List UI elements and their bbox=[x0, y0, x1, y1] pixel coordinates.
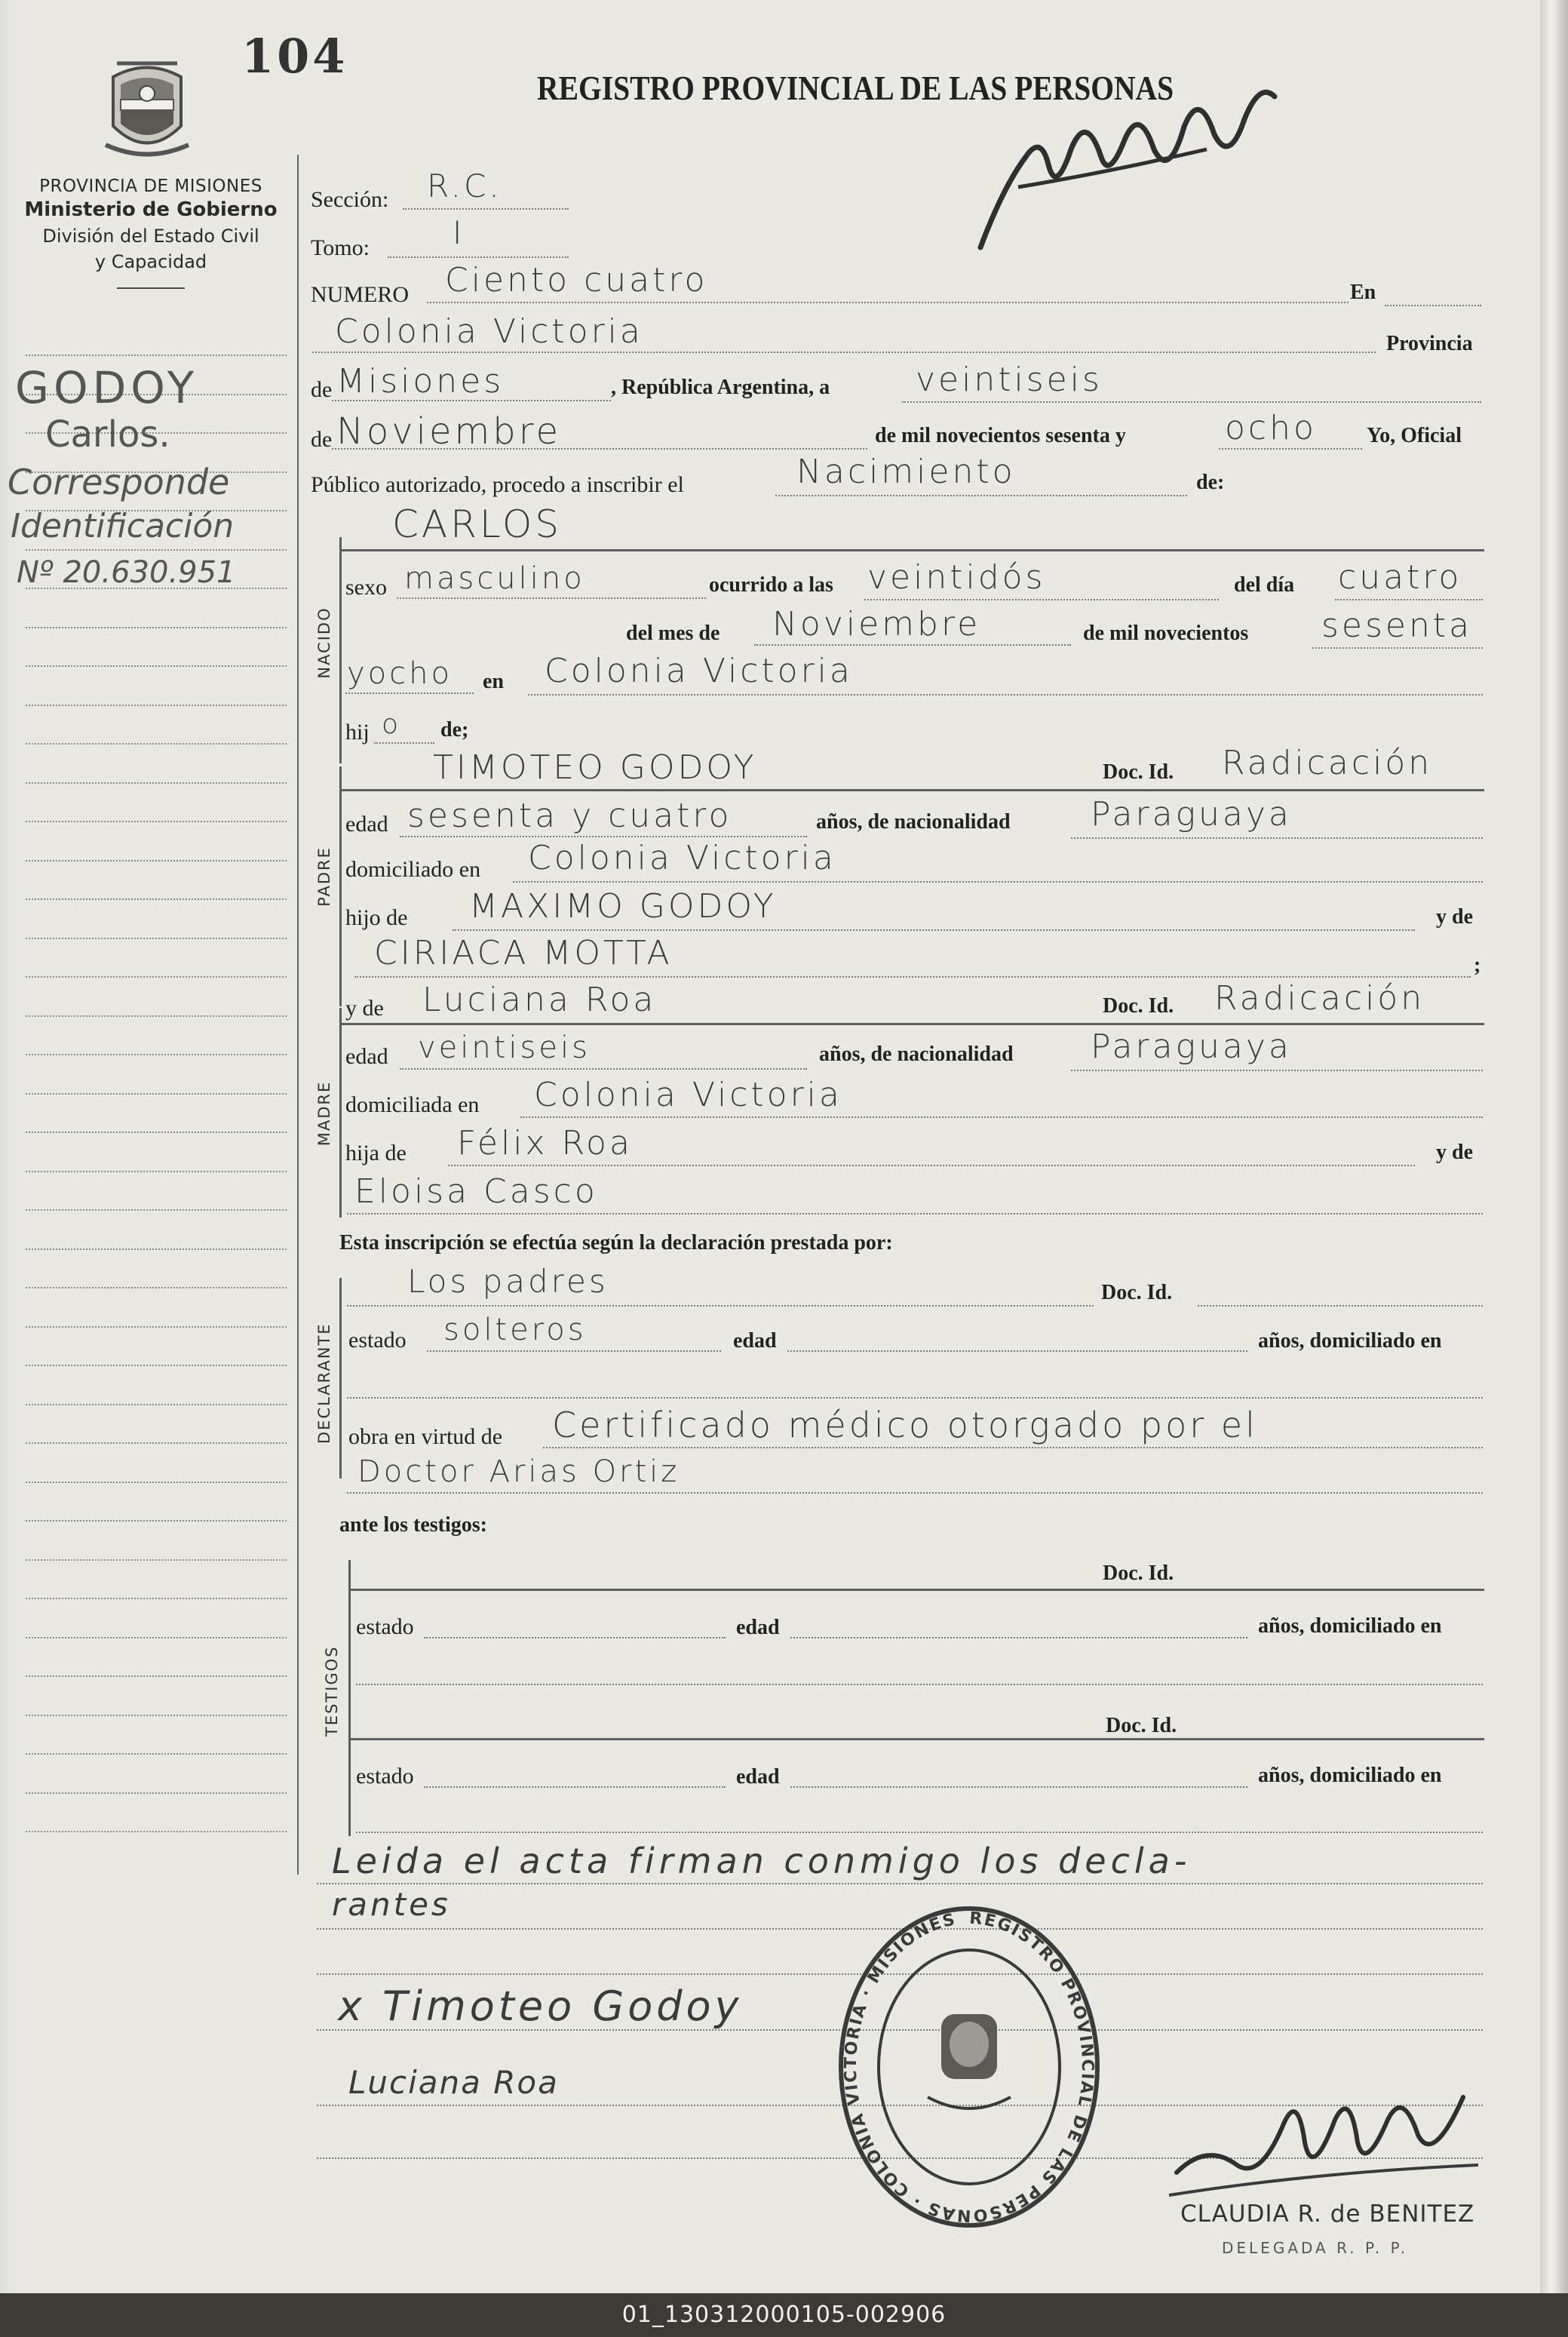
authority-province: PROVINCIA DE MISIONES bbox=[39, 177, 262, 196]
signature-father: x Timoteo Godoy bbox=[338, 1982, 743, 2030]
value-hij-suffix: o bbox=[382, 709, 402, 740]
value-madre-padre: Félix Roa bbox=[457, 1124, 633, 1162]
value-lugar: Colonia Victoria bbox=[335, 312, 643, 351]
value-padre-edad: sesenta y cuatro bbox=[407, 797, 732, 835]
line-anio bbox=[1219, 448, 1362, 450]
label-declarante-estado: estado bbox=[348, 1328, 407, 1353]
label-de-mil: de mil novecientos sesenta y bbox=[875, 424, 1126, 447]
label-testigo1-edad: edad bbox=[736, 1616, 780, 1639]
line-anio-nac-1 bbox=[1312, 647, 1483, 649]
issuing-authority bbox=[8, 177, 294, 289]
value-anio-nac-2: yocho bbox=[347, 656, 453, 691]
value-declarante: Los padres bbox=[407, 1263, 609, 1300]
madre-name-line bbox=[339, 1023, 1484, 1025]
authority-ministry: Ministerio de Gobierno bbox=[24, 198, 278, 221]
line-testigo1-dom bbox=[356, 1684, 1483, 1685]
label-declarante-edad: edad bbox=[733, 1329, 777, 1353]
margin-ruled-line bbox=[26, 705, 287, 706]
section-padre: PADRE bbox=[315, 846, 333, 907]
official-stamp-icon bbox=[830, 1901, 1109, 2233]
value-madre-nombre: Luciana Roa bbox=[422, 981, 657, 1019]
line-mes-nac bbox=[754, 644, 1071, 646]
label-y-de-madre: y de bbox=[345, 996, 384, 1021]
label-obra: obra en virtud de bbox=[348, 1424, 503, 1449]
margin-identificacion: Identificación bbox=[11, 507, 235, 545]
label-testigo1-estado: estado bbox=[356, 1614, 414, 1639]
value-madre-domicilio: Colonia Victoria bbox=[534, 1076, 842, 1114]
value-seccion: R.C. bbox=[427, 167, 502, 204]
nacido-top-line bbox=[339, 549, 1484, 551]
declarante-bracket bbox=[339, 1278, 342, 1479]
line-madre-dom bbox=[520, 1116, 1483, 1118]
value-nombre: CARLOS bbox=[392, 502, 563, 546]
label-padre-edad: edad bbox=[345, 812, 388, 837]
margin-divider bbox=[297, 155, 299, 1875]
value-dia-nac: cuatro bbox=[1338, 558, 1462, 597]
provincial-crest-icon bbox=[98, 54, 196, 167]
label-testigo2-anos: años, domiciliado en bbox=[1258, 1764, 1442, 1787]
label-declarante-doc: Doc. Id. bbox=[1101, 1281, 1173, 1304]
margin-ruled-line bbox=[26, 665, 287, 667]
line-en bbox=[1385, 305, 1481, 306]
authority-division: División del Estado Civil bbox=[42, 226, 259, 247]
value-declarante-estado: solteros bbox=[443, 1313, 587, 1347]
label-hij: hij bbox=[345, 720, 370, 745]
margin-ruled-line bbox=[26, 1637, 287, 1638]
line-seccion bbox=[403, 208, 569, 210]
margin-ruled-line bbox=[26, 1715, 287, 1716]
line-testigo1-edad bbox=[790, 1637, 1247, 1638]
label-madre-edad: edad bbox=[345, 1044, 388, 1069]
value-obra-2: Doctor Arias Ortiz bbox=[357, 1454, 680, 1489]
value-lugar-nac: Colonia Victoria bbox=[545, 652, 853, 690]
line-declarante-doc bbox=[1198, 1305, 1483, 1307]
line-lugar-nac bbox=[528, 694, 1483, 696]
authority-divider bbox=[117, 287, 185, 289]
padre-bracket bbox=[339, 766, 342, 1006]
margin-ruled-line bbox=[26, 1831, 287, 1832]
value-dia: veintiseis bbox=[916, 361, 1103, 399]
margin-ruled-line bbox=[26, 1209, 287, 1211]
margin-surname: GODOY bbox=[15, 362, 199, 413]
madre-bracket bbox=[339, 1008, 342, 1218]
line-madre-edad bbox=[400, 1068, 807, 1070]
section-declarante: DECLARANTE bbox=[315, 1322, 333, 1444]
line-closing-1 bbox=[317, 1883, 1483, 1884]
line-madre-madre bbox=[347, 1213, 1483, 1215]
label-padre-hijo-de: hijo de bbox=[345, 905, 408, 930]
label-madre-nac: años, de nacionalidad bbox=[819, 1043, 1014, 1066]
line-testigo1-estado bbox=[424, 1637, 726, 1638]
label-provincia: Provincia bbox=[1386, 332, 1473, 355]
margin-ruled-line bbox=[26, 355, 287, 356]
margin-ruled-line bbox=[26, 976, 287, 978]
label-de-semi: de; bbox=[440, 718, 469, 742]
margin-ruled-line bbox=[26, 860, 287, 861]
testigos-bracket bbox=[348, 1560, 351, 1836]
line-testigo2-dom bbox=[356, 1832, 1483, 1833]
line-numero bbox=[427, 302, 1349, 303]
label-en-nac: en bbox=[483, 670, 504, 693]
value-provincia: Misiones bbox=[336, 362, 505, 401]
margin-ruled-line bbox=[26, 743, 287, 745]
label-yo-oficial: Yo, Oficial bbox=[1367, 424, 1462, 447]
margin-ruled-line bbox=[26, 782, 287, 784]
line-sexo bbox=[397, 597, 706, 599]
testigo2-name-line bbox=[348, 1738, 1484, 1740]
margin-ruled-line bbox=[26, 1404, 287, 1405]
label-madre-y-de: y de bbox=[1436, 1141, 1473, 1164]
margin-ruled-line bbox=[26, 627, 287, 628]
label-semicolon: ; bbox=[1474, 954, 1481, 977]
label-ocurrido: ocurrido a las bbox=[709, 573, 833, 597]
line-provincia bbox=[332, 400, 611, 401]
label-madre-dom: domiciliada en bbox=[345, 1092, 480, 1117]
closing-line-2: rantes bbox=[332, 1886, 451, 1923]
margin-ruled-line bbox=[26, 1442, 287, 1444]
margin-corresponde: Corresponde bbox=[8, 462, 230, 502]
value-padre-nombre: TIMOTEO GODOY bbox=[433, 748, 757, 787]
stamp-ring-text: REGISTRO PROVINCIAL DE LAS PERSONAS · COLONIA VICTORIA · MISIONES bbox=[841, 1909, 1097, 2225]
delegate-name: CLAUDIA R. de BENITEZ bbox=[1180, 2200, 1475, 2228]
line-testigo2-estado bbox=[424, 1786, 726, 1788]
value-acto: Nacimiento bbox=[796, 453, 1016, 491]
value-madre-madre: Eloisa Casco bbox=[354, 1172, 598, 1211]
page-edge bbox=[1540, 0, 1568, 2293]
label-madre-doc: Doc. Id. bbox=[1103, 994, 1174, 1018]
margin-ruled-line bbox=[26, 1559, 287, 1561]
line-padre-padre bbox=[453, 929, 1415, 931]
label-de-2: de bbox=[311, 427, 333, 452]
line-anio-nac-2 bbox=[345, 693, 474, 694]
margin-ruled-line bbox=[26, 1326, 287, 1328]
label-padre-y-de: y de bbox=[1436, 905, 1473, 929]
value-madre-edad: veintiseis bbox=[418, 1030, 591, 1065]
margin-ruled-line bbox=[26, 1248, 287, 1250]
value-madre-nacionalidad: Paraguaya bbox=[1091, 1027, 1292, 1066]
section-testigos: TESTIGOS bbox=[323, 1645, 341, 1737]
folio-number: 104 bbox=[241, 29, 348, 84]
label-publico: Público autorizado, procedo a inscribir el bbox=[311, 472, 684, 497]
testigo1-name-line bbox=[348, 1589, 1484, 1591]
value-padre-nacionalidad: Paraguaya bbox=[1091, 795, 1292, 834]
label-madre-hija-de: hija de bbox=[345, 1141, 407, 1165]
line-tomo bbox=[388, 256, 569, 258]
page-title: REGISTRO PROVINCIAL DE LAS PERSONAS bbox=[537, 69, 1174, 107]
line-acto bbox=[775, 495, 1187, 496]
line-dia bbox=[902, 401, 1481, 403]
line-lugar bbox=[312, 352, 1376, 353]
label-del-dia: del día bbox=[1234, 573, 1295, 597]
signature-mother: Luciana Roa bbox=[348, 2064, 559, 2101]
line-padre-edad bbox=[400, 836, 807, 837]
value-numero: Ciento cuatro bbox=[445, 261, 708, 299]
margin-ruled-line bbox=[26, 1132, 287, 1133]
value-anio-nac-1: sesenta bbox=[1321, 607, 1473, 645]
margin-ruled-line bbox=[26, 1171, 287, 1172]
line-madre-padre bbox=[448, 1165, 1415, 1166]
label-del-mes: del mes de bbox=[626, 622, 720, 645]
value-mes: Noviembre bbox=[336, 410, 561, 453]
margin-ruled-line bbox=[26, 898, 287, 900]
line-testigo2-edad bbox=[790, 1786, 1247, 1788]
line-hij bbox=[374, 742, 434, 744]
label-declarante-anos: años, domiciliado en bbox=[1258, 1329, 1442, 1353]
label-de-mil-nov: de mil novecientos bbox=[1083, 622, 1249, 645]
line-padre-madre bbox=[354, 976, 1471, 978]
line-declarante-dom bbox=[347, 1397, 1483, 1399]
margin-ruled-line bbox=[26, 938, 287, 939]
label-testigo2-estado: estado bbox=[356, 1764, 414, 1789]
line-dia-nac bbox=[1335, 599, 1483, 600]
label-padre-doc: Doc. Id. bbox=[1103, 760, 1174, 784]
label-testigos: ante los testigos: bbox=[339, 1513, 487, 1537]
value-hora: veintidós bbox=[867, 558, 1046, 597]
label-en: En bbox=[1350, 281, 1376, 304]
label-de-colon: de: bbox=[1196, 471, 1225, 494]
line-declarante-estado bbox=[427, 1350, 721, 1352]
margin-ruled-line bbox=[26, 1598, 287, 1599]
nacido-bracket bbox=[339, 537, 342, 763]
margin-given-name: Carlos. bbox=[45, 413, 170, 456]
margin-id-number: Nº 20.630.951 bbox=[17, 555, 236, 590]
label-seccion: Sección: bbox=[311, 187, 389, 212]
line-hora bbox=[864, 599, 1219, 600]
margin-ruled-line bbox=[26, 1482, 287, 1483]
margin-ruled-line bbox=[26, 1093, 287, 1095]
label-padre-dom: domiciliado en bbox=[345, 857, 481, 882]
margin-ruled-line bbox=[26, 821, 287, 822]
margin-ruled-line bbox=[26, 549, 287, 551]
label-padre-nac: años, de nacionalidad bbox=[816, 810, 1011, 834]
value-padre-padre: MAXIMO GODOY bbox=[469, 887, 777, 926]
line-padre-dom bbox=[513, 881, 1483, 883]
value-padre-doc: Radicación bbox=[1222, 744, 1433, 782]
label-testigo2-doc: Doc. Id. bbox=[1106, 1714, 1177, 1737]
margin-ruled-line bbox=[26, 1520, 287, 1522]
section-madre: MADRE bbox=[315, 1080, 333, 1147]
value-tomo: I bbox=[453, 214, 465, 251]
value-madre-doc: Radicación bbox=[1214, 979, 1425, 1018]
margin-ruled-line bbox=[26, 1675, 287, 1677]
authority-capacity: y Capacidad bbox=[94, 251, 207, 272]
value-anio: ocho bbox=[1225, 409, 1317, 447]
padre-name-line bbox=[339, 789, 1484, 791]
margin-ruled-line bbox=[26, 1753, 287, 1755]
value-mes-nac: Noviembre bbox=[772, 605, 981, 643]
label-testigo1-anos: años, domiciliado en bbox=[1258, 1614, 1442, 1638]
line-padre-nac bbox=[1071, 837, 1483, 839]
margin-ruled-line bbox=[26, 1015, 287, 1017]
section-nacido: NACIDO bbox=[315, 607, 333, 679]
margin-ruled-line bbox=[26, 1365, 287, 1366]
closing-line-1: Leida el acta firman conmigo los decla- bbox=[332, 1841, 1192, 1881]
label-republica: , República Argentina, a bbox=[611, 376, 830, 399]
margin-ruled-line bbox=[26, 1054, 287, 1055]
clerk-signature-icon bbox=[958, 66, 1290, 263]
label-tomo: Tomo: bbox=[311, 235, 370, 260]
image-id-caption: 01_130312000105-002906 bbox=[0, 2293, 1568, 2337]
line-mes bbox=[332, 448, 867, 450]
value-padre-domicilio: Colonia Victoria bbox=[528, 839, 836, 877]
line-declarante bbox=[347, 1305, 1094, 1307]
value-obra-1: Certificado médico otorgado por el bbox=[552, 1405, 1258, 1445]
line-obra-1 bbox=[543, 1447, 1483, 1448]
label-declaracion: Esta inscripción se efectúa según la declaración prestada por: bbox=[339, 1231, 893, 1254]
label-sexo: sexo bbox=[345, 575, 387, 600]
delegate-role: DELEGADA R. P. P. bbox=[1222, 2239, 1408, 2257]
line-madre-nac bbox=[1071, 1070, 1483, 1071]
value-sexo: masculino bbox=[404, 561, 585, 596]
line-declarante-edad bbox=[787, 1350, 1247, 1352]
label-testigo2-edad: edad bbox=[736, 1765, 780, 1789]
margin-ruled-line bbox=[26, 1792, 287, 1794]
label-testigo1-doc: Doc. Id. bbox=[1103, 1562, 1174, 1585]
delegate-signature-icon bbox=[1161, 2074, 1486, 2203]
label-numero: NUMERO bbox=[311, 282, 410, 307]
line-obra-2 bbox=[347, 1492, 1483, 1494]
value-padre-madre: CIRIACA MOTTA bbox=[374, 934, 673, 972]
margin-ruled-line bbox=[26, 1287, 287, 1288]
label-de-1: de bbox=[311, 377, 333, 402]
